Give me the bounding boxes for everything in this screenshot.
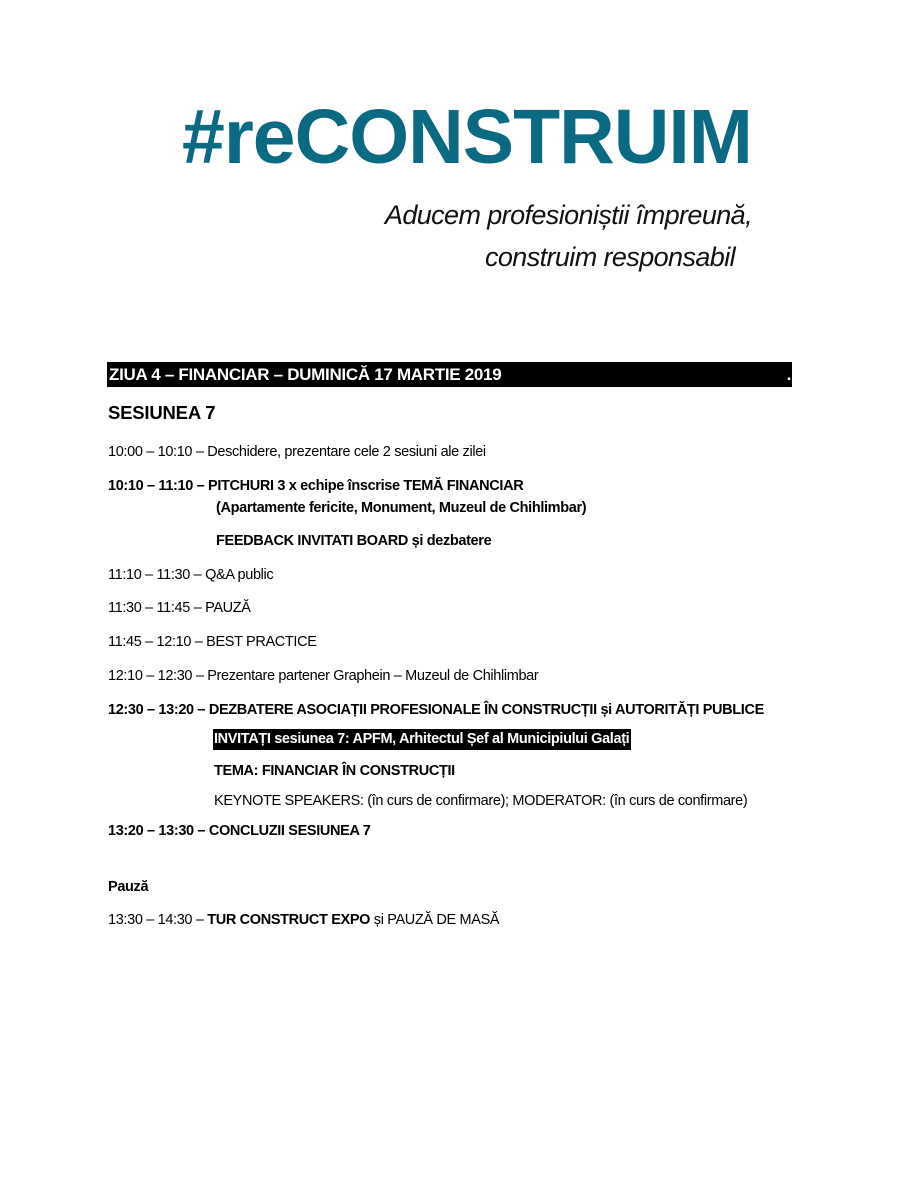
item-text: BEST PRACTICE bbox=[206, 634, 317, 650]
schedule-item bbox=[108, 700, 764, 720]
break-heading: Pauză bbox=[108, 879, 149, 895]
item-time: 11:10 – 11:30 – bbox=[108, 567, 202, 583]
item-text: Prezentare partener Graphein – Muzeul de Chihlimbar bbox=[207, 668, 539, 684]
invited-guests-highlight: INVITAȚI sesiunea 7: APFM, Arhitectul Șef al Municipiului Galați bbox=[213, 729, 631, 750]
day-heading-bar bbox=[107, 362, 792, 387]
schedule-item-detail: KEYNOTE SPEAKERS: (în curs de confirmare); MODERATOR: (în curs de confirmare) bbox=[214, 793, 748, 809]
item-time: 10:10 – 11:10 – bbox=[108, 478, 205, 494]
schedule-item-detail: TEMA: FINANCIAR ÎN CONSTRUCȚII bbox=[214, 763, 455, 779]
item-text: și PAUZĂ DE MASĂ bbox=[370, 912, 500, 928]
item-time: 11:45 – 12:10 – bbox=[108, 634, 203, 650]
schedule-item bbox=[108, 442, 486, 462]
event-logo: #reCONSTRUIM bbox=[182, 94, 752, 180]
schedule-item bbox=[108, 598, 251, 618]
item-text: PAUZĂ bbox=[205, 600, 251, 616]
item-time: 12:10 – 12:30 – bbox=[108, 668, 204, 684]
day-heading-trailing-mark: . bbox=[786, 365, 791, 384]
schedule-item bbox=[108, 632, 317, 652]
schedule-item-detail: FEEDBACK INVITATI BOARD și dezbatere bbox=[216, 533, 492, 549]
item-time: 11:30 – 11:45 – bbox=[108, 600, 202, 616]
schedule-item-detail: (Apartamente fericite, Monument, Muzeul de Chihlimbar) bbox=[216, 500, 587, 516]
schedule-item bbox=[108, 565, 273, 585]
schedule-item bbox=[108, 910, 499, 930]
item-text: DEZBATERE ASOCIAȚII PROFESIONALE ÎN CONSTRUCȚII și AUTORITĂȚI PUBLICE bbox=[208, 702, 764, 718]
item-time: 10:00 – 10:10 – bbox=[108, 444, 204, 460]
item-text: CONCLUZII SESIUNEA 7 bbox=[208, 823, 371, 839]
session-title: SESIUNEA 7 bbox=[108, 402, 216, 423]
item-time: 13:20 – 13:30 – bbox=[108, 823, 206, 839]
item-text: Q&A public bbox=[205, 567, 274, 583]
schedule-item bbox=[108, 821, 370, 841]
schedule-item bbox=[108, 666, 538, 686]
tagline-line-1: Aducem profesioniștii împreună, bbox=[384, 200, 752, 230]
item-text: PITCHURI 3 x echipe înscrise TEMĂ FINANCIAR bbox=[208, 478, 524, 494]
item-time: 12:30 – 13:20 – bbox=[108, 702, 206, 718]
item-time: 13:30 – 14:30 – bbox=[108, 912, 204, 928]
tagline-line-2: construim responsabil bbox=[484, 242, 735, 272]
item-text: Deschidere, prezentare cele 2 sesiuni ale zilei bbox=[207, 444, 486, 460]
day-heading: ZIUA 4 – FINANCIAR – DUMINICĂ 17 MARTIE 2019 bbox=[109, 365, 502, 384]
schedule-item bbox=[108, 476, 523, 496]
item-text-bold: TUR CONSTRUCT EXPO bbox=[207, 912, 371, 928]
